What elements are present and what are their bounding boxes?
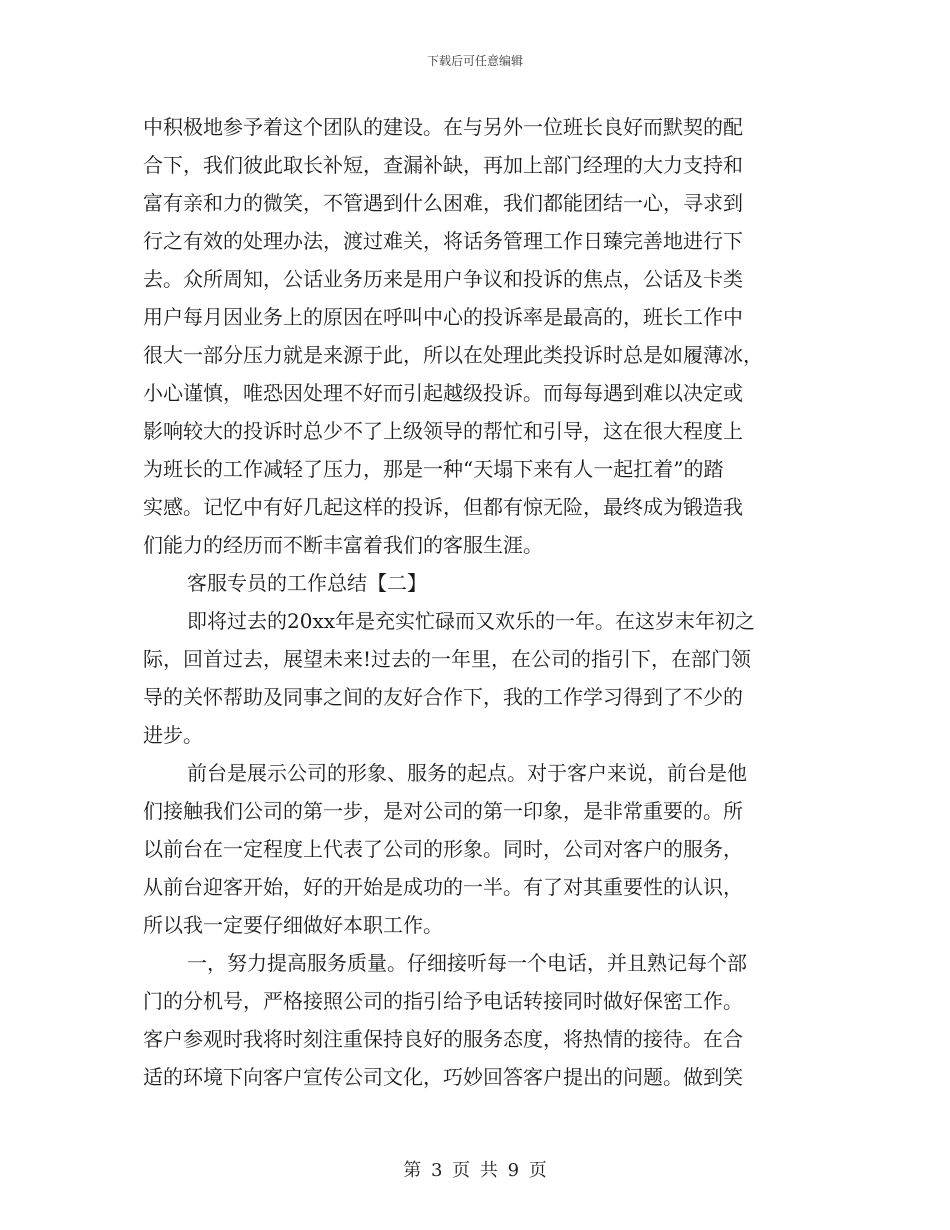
text-line: 客服专员的工作总结【二】 xyxy=(187,571,427,595)
text-line: 即将过去的20xx年是充实忙碌而又欢乐的一年。在这岁末年初之 xyxy=(187,609,756,633)
text-line: 门的分机号，严格接照公司的指引给予电话转接同时做好保密工作。 xyxy=(143,989,743,1013)
text-line: 小心谨慎，唯恐因处理不好而引起越级投诉。而每每遇到难以决定或 xyxy=(143,381,743,405)
text-line: 很大一部分压力就是来源于此，所以在处理此类投诉时总是如履薄冰， xyxy=(143,343,763,367)
text-line: 际，回首过去，展望未来!过去的一年里，在公司的指引下，在部门领 xyxy=(143,647,752,671)
text-line: 们接触我们公司的第一步，是对公司的第一印象，是非常重要的。所 xyxy=(143,799,743,823)
text-line: 进步。 xyxy=(143,723,203,747)
text-line: 行之有效的处理办法，渡过难关，将话务管理工作日臻完善地进行下 xyxy=(143,229,743,253)
text-line: 所以我一定要仔细做好本职工作。 xyxy=(143,913,443,937)
text-line: 用户每月因业务上的原因在呼叫中心的投诉率是最高的，班长工作中 xyxy=(143,305,743,329)
page-number-footer: 第 3 页 共 9 页 xyxy=(403,1160,547,1181)
text-line: 影响较大的投诉时总少不了上级领导的帮忙和引导，这在很大程度上 xyxy=(143,419,743,443)
text-line: 以前台在一定程度上代表了公司的形象。同时，公司对客户的服务， xyxy=(143,837,743,861)
text-line: 合下，我们彼此取长补短，查漏补缺，再加上部门经理的大力支持和 xyxy=(143,153,743,177)
text-line: 富有亲和力的微笑，不管遇到什么困难，我们都能团结一心，寻求到 xyxy=(143,191,743,215)
text-line: 适的环境下向客户宣传公司文化，巧妙回答客户提出的问题。做到笑 xyxy=(143,1065,743,1089)
text-line: 为班长的工作减轻了压力，那是一种“天塌下来有人一起扛着”的踏 xyxy=(143,457,724,481)
text-line: 一，努力提高服务质量。仔细接听每一个电话，并且熟记每个部 xyxy=(187,951,747,975)
text-line: 客户参观时我将时刻注重保持良好的服务态度，将热情的接待。在合 xyxy=(143,1027,743,1051)
document-body xyxy=(143,108,798,1096)
text-line: 们能力的经历而不断丰富着我们的客服生涯。 xyxy=(143,533,543,557)
text-line: 从前台迎客开始，好的开始是成功的一半。有了对其重要性的认识， xyxy=(143,875,743,899)
text-line: 实感。记忆中有好几起这样的投诉，但都有惊无险，最终成为锻造我 xyxy=(143,495,743,519)
text-line: 前台是展示公司的形象、服务的起点。对于客户来说，前台是他 xyxy=(187,761,747,785)
text-line: 导的关怀帮助及同事之间的友好合作下，我的工作学习得到了不少的 xyxy=(143,685,743,709)
page-header-note: 下载后可任意编辑 xyxy=(426,54,523,68)
text-line: 中积极地参予着这个团队的建设。在与另外一位班长良好而默契的配 xyxy=(143,115,743,139)
text-line: 去。众所周知，公话业务历来是用户争议和投诉的焦点，公话及卡类 xyxy=(143,267,743,291)
